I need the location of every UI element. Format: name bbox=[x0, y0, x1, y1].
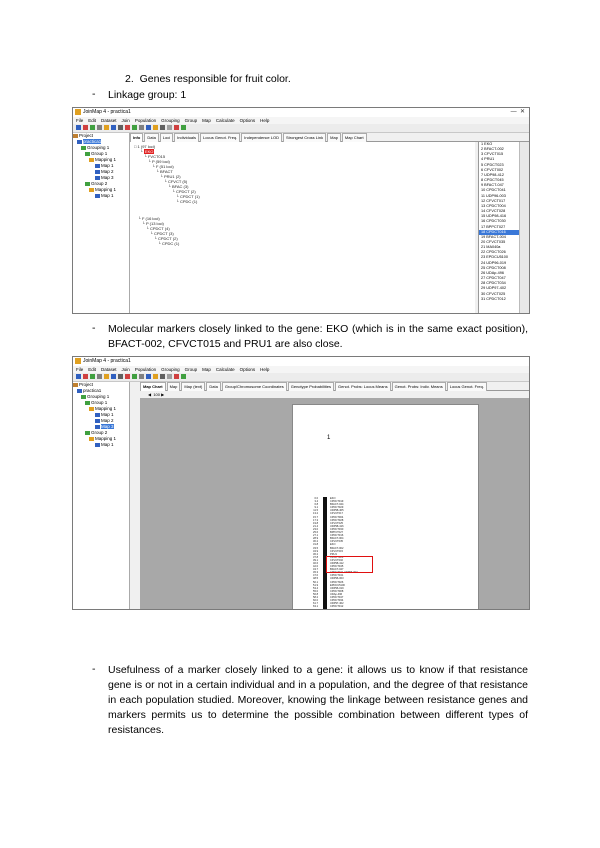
toolbar-icon[interactable] bbox=[167, 374, 172, 379]
map-marker: CFVCT015 bbox=[330, 549, 343, 553]
marker-list-item[interactable]: 15 UDP98-416 bbox=[481, 214, 507, 219]
tree-node-icon bbox=[73, 383, 78, 387]
map-position: 47.0 bbox=[313, 574, 319, 578]
project-tree bbox=[73, 133, 130, 313]
tree-node-label: Map 3 bbox=[101, 424, 114, 429]
map-marker: UDP96-019 bbox=[330, 586, 344, 590]
menu-bar bbox=[73, 117, 529, 124]
toolbar-icon[interactable] bbox=[181, 125, 186, 130]
tab[interactable]: Map bbox=[327, 133, 341, 142]
tree-connector: └ bbox=[146, 226, 150, 231]
tab[interactable]: Individuals bbox=[174, 133, 199, 142]
map-marker: CPDCT016 bbox=[330, 534, 344, 538]
map-position: 43.7 bbox=[313, 568, 319, 572]
map-marker: BFACT-044 bbox=[330, 503, 344, 507]
toolbar-icon[interactable] bbox=[76, 374, 81, 379]
marker-list-item[interactable]: 2 BFACT-002 bbox=[481, 147, 504, 152]
bullet-dash: - bbox=[92, 663, 96, 675]
map-marker: CFVCT017 bbox=[330, 512, 343, 516]
map-marker: CPDCT029 bbox=[330, 506, 344, 510]
toolbar-icon[interactable] bbox=[97, 374, 102, 379]
tab[interactable]: Group/Chromosome Coordinates bbox=[222, 382, 287, 391]
tab[interactable]: Map bbox=[167, 382, 181, 391]
window-titlebar bbox=[73, 108, 529, 117]
map-position: 13.2 bbox=[313, 512, 319, 516]
map-marker: CPDCT041 UDP96-003 bbox=[330, 571, 358, 575]
gene-tree-label: F (16 loci) bbox=[141, 216, 160, 221]
map-position: 17.3 bbox=[313, 518, 319, 522]
tree-node-label: practica1 bbox=[83, 388, 102, 393]
marker-list-item[interactable]: 29 UDP97-402 bbox=[481, 286, 507, 291]
tree-connector: └ bbox=[144, 154, 148, 159]
marker-list-item[interactable]: 20 CFVCT035 bbox=[481, 239, 506, 244]
tree-node-label: Map 3 bbox=[101, 175, 114, 180]
toolbar-icon[interactable] bbox=[160, 125, 165, 130]
tab[interactable]: Genot. Probs: Indiv. Means bbox=[392, 382, 446, 391]
toolbar-icon[interactable] bbox=[104, 125, 109, 130]
map-position: 40.6 bbox=[313, 561, 319, 565]
map-position: 50.1 bbox=[313, 580, 319, 584]
chromosome-bar bbox=[323, 497, 327, 610]
map-marker: CPDCT012 bbox=[330, 605, 344, 609]
gene-tree-label: CPDCT (3) bbox=[153, 231, 174, 236]
map-page bbox=[292, 404, 479, 610]
tree-node[interactable] bbox=[73, 193, 129, 199]
marker-list-item[interactable]: 23 EPDCU5100 bbox=[481, 255, 509, 260]
toolbar bbox=[73, 373, 529, 382]
tree-node-icon bbox=[95, 194, 100, 198]
map-marker: CPDCT008 bbox=[330, 589, 344, 593]
menu-item[interactable]: Grouping bbox=[161, 367, 180, 372]
map-position: 30.2 bbox=[313, 540, 319, 544]
marker-list-item[interactable]: 16 CPDCT030 bbox=[481, 219, 506, 224]
linkage-group-label: 1 bbox=[327, 435, 331, 441]
map-position: 60.0 bbox=[313, 599, 319, 603]
tab[interactable]: Genot. Probs: Locus Means bbox=[335, 382, 391, 391]
marker-list-item[interactable]: 13 CPDCT004 bbox=[481, 203, 506, 208]
toolbar bbox=[73, 124, 529, 133]
marker-list-item[interactable]: 26 UDAp-496 bbox=[481, 270, 505, 275]
toolbar-icon[interactable] bbox=[104, 374, 109, 379]
gene-tree-label: CFVCT (5) bbox=[167, 179, 188, 184]
tab[interactable]: Map Chart bbox=[342, 133, 367, 142]
toolbar-icon[interactable] bbox=[132, 125, 137, 130]
tree-node-icon bbox=[95, 176, 100, 180]
map-position: 0.0 bbox=[314, 497, 319, 500]
window-titlebar bbox=[73, 357, 529, 366]
gene-tree-label: 1 (97 loci) bbox=[137, 144, 156, 149]
gene-tree-label: BFAC (3) bbox=[171, 184, 189, 189]
tab[interactable]: Genotype Probabilities bbox=[288, 382, 334, 391]
window-title: JoinMap 4 - practica1 bbox=[83, 358, 131, 364]
toolbar-icon[interactable] bbox=[125, 374, 130, 379]
map-marker: EKO bbox=[330, 543, 336, 547]
tree-node-label: Grouping 1 bbox=[87, 145, 110, 150]
map-marker: UDP98-412 bbox=[330, 561, 344, 565]
gene-tree-label: CPDCT (1) bbox=[179, 194, 200, 199]
marker-list-item[interactable]: 28 CPDCT034 bbox=[481, 281, 506, 286]
tree-connector: └ bbox=[140, 149, 144, 154]
gene-tree-label: P (59 loci) bbox=[151, 159, 170, 164]
app-icon bbox=[75, 358, 81, 364]
menu-item[interactable]: File bbox=[76, 118, 84, 123]
tree-connector: └ bbox=[158, 241, 162, 246]
tab[interactable]: Map (text) bbox=[181, 382, 205, 391]
tree-node-icon bbox=[95, 443, 100, 447]
toolbar-icon[interactable] bbox=[125, 125, 130, 130]
menu-item[interactable]: Dataset bbox=[101, 118, 117, 123]
menu-item[interactable]: Map bbox=[202, 367, 211, 372]
toolbar-icon[interactable] bbox=[139, 374, 144, 379]
molecular-markers-text: Molecular markers closely linked to the gene: EKO (which is in the same exact position), BFACT-002, CFVCT015 and PRU1 are also close. bbox=[108, 323, 528, 350]
map-position: 51.9 bbox=[313, 583, 319, 587]
toolbar-icon[interactable] bbox=[174, 374, 179, 379]
window-title: JoinMap 4 - practica1 bbox=[83, 109, 131, 115]
toolbar-icon[interactable] bbox=[83, 125, 88, 130]
map-marker: CPDCT023 bbox=[330, 555, 344, 559]
map-position: 23.0 bbox=[313, 527, 319, 531]
tree-connector: └ bbox=[142, 221, 146, 226]
tree-node-icon bbox=[85, 431, 90, 435]
map-marker: CPDCT047 bbox=[330, 596, 344, 599]
map-toolbar: ◀ 100 ▶ bbox=[140, 391, 529, 398]
marker-list-item[interactable]: 14 CFVCT028 bbox=[481, 209, 506, 214]
map-marker: CPDCT004 bbox=[330, 515, 344, 519]
menu-item[interactable]: Help bbox=[260, 367, 270, 372]
menu-item[interactable]: Edit bbox=[88, 367, 97, 372]
marker-list-item[interactable]: 12 CFVCT017 bbox=[481, 198, 506, 203]
map-marker: CPDCT019 bbox=[330, 500, 344, 504]
tree-connector: └ bbox=[168, 184, 172, 189]
tree-node-icon bbox=[85, 182, 90, 186]
tree-connector: └ bbox=[138, 216, 142, 221]
gene-tree-label: CPDCT (2) bbox=[175, 189, 196, 194]
gene-tree-label: FVCT015 bbox=[147, 154, 166, 159]
tree-connector: └ bbox=[160, 174, 164, 179]
tree-node-label: Group 2 bbox=[91, 181, 108, 186]
menu-item[interactable]: Map bbox=[202, 118, 211, 123]
map-position: 53.4 bbox=[313, 586, 319, 590]
toolbar-icon[interactable] bbox=[97, 125, 102, 130]
tree-node-label: Mapping 1 bbox=[95, 436, 117, 441]
tree-node-label: Mapping 1 bbox=[95, 187, 117, 192]
map-position: 61.7 bbox=[313, 602, 319, 606]
map-position: 55.0 bbox=[313, 589, 319, 593]
tree-node-label: Map 1 bbox=[101, 412, 114, 417]
map-position: 36.2 bbox=[313, 552, 319, 556]
marker-list-item[interactable]: 1 EKO bbox=[481, 142, 493, 146]
tree-node-icon bbox=[85, 152, 90, 156]
tree-node-label: Project bbox=[79, 382, 94, 387]
window-controls[interactable]: — ✕ bbox=[510, 109, 525, 115]
marker-list-item[interactable]: 21 MA040a bbox=[481, 245, 501, 250]
marker-list-item[interactable]: 11 UDP96-003 bbox=[481, 193, 506, 198]
map-position: 37.8 bbox=[313, 555, 319, 559]
map-marker-names bbox=[330, 497, 358, 608]
toolbar-icon[interactable] bbox=[167, 125, 172, 130]
toolbar-icon[interactable] bbox=[90, 125, 95, 130]
tab[interactable]: Data bbox=[144, 133, 158, 142]
tree-node-icon bbox=[89, 188, 94, 192]
tree-connector: └ bbox=[176, 194, 180, 199]
tree-node-icon bbox=[89, 158, 94, 162]
map-marker: BPPCT027 bbox=[330, 531, 343, 535]
map-position: 39.1 bbox=[313, 558, 319, 562]
menu-item[interactable]: Grouping bbox=[161, 118, 180, 123]
project-tree bbox=[73, 382, 130, 609]
menu-item[interactable]: Calculate bbox=[215, 118, 235, 123]
linkage-group-text: Linkage group: 1 bbox=[108, 89, 187, 101]
menu-item[interactable]: File bbox=[76, 367, 84, 372]
tree-node-icon bbox=[77, 140, 82, 144]
gene-tree-label: F (51 loci) bbox=[155, 164, 174, 169]
gene-tree-node[interactable] bbox=[134, 241, 200, 246]
gene-tree-label: P (13 loci) bbox=[145, 221, 164, 226]
map-marker: CFVCT035 bbox=[330, 540, 343, 544]
tab[interactable]: Independence LOD bbox=[241, 133, 282, 142]
map-position: 63.1 bbox=[313, 605, 319, 609]
marker-list-item[interactable]: 31 CPDCT012 bbox=[481, 296, 506, 301]
marker-list-item[interactable]: 8 CPDCT045 bbox=[481, 178, 504, 183]
tree-node-label: Group 1 bbox=[91, 400, 108, 405]
toolbar-icon[interactable] bbox=[132, 374, 137, 379]
toolbar-icon[interactable] bbox=[174, 125, 179, 130]
toolbar-icon[interactable] bbox=[90, 374, 95, 379]
tab[interactable]: Map Chart bbox=[140, 382, 166, 391]
map-positions bbox=[313, 497, 318, 608]
toolbar-icon[interactable] bbox=[83, 374, 88, 379]
list-item-fruit-color: 2. Genes responsible for fruit color. bbox=[125, 73, 291, 85]
map-marker: UDP98-416 bbox=[330, 524, 344, 528]
toolbar-icon[interactable] bbox=[111, 125, 116, 130]
map-position: 58.2 bbox=[313, 596, 319, 599]
marker-list-item[interactable]: 6 CFVCT002 bbox=[481, 167, 504, 172]
gene-tree-label: BFACT bbox=[159, 169, 173, 174]
gene-tree-label: CPDC (1) bbox=[179, 199, 198, 204]
map-position: 34.9 bbox=[313, 549, 319, 553]
marker-list-item[interactable]: 17 BPPCT027 bbox=[481, 224, 506, 229]
tree-node-label: Mapping 1 bbox=[95, 157, 117, 162]
gene-tree bbox=[134, 144, 200, 246]
tree-node-icon bbox=[89, 437, 94, 441]
tree-node-label: Group 1 bbox=[91, 151, 108, 156]
map-marker: BFACT-047 bbox=[330, 568, 344, 572]
bullet-dash: - bbox=[92, 88, 96, 100]
tree-node-label: Map 1 bbox=[101, 163, 114, 168]
toolbar-icon[interactable] bbox=[76, 125, 81, 130]
tree-node-label: Project bbox=[79, 133, 94, 138]
map-marker: UDP98-405 bbox=[330, 509, 344, 513]
tree-connector: □ bbox=[134, 144, 138, 149]
tree-node[interactable] bbox=[73, 442, 129, 448]
toolbar-icon[interactable] bbox=[146, 125, 151, 130]
menu-item[interactable]: Calculate bbox=[215, 367, 235, 372]
marker-list-item[interactable]: 4 PRU1 bbox=[481, 157, 495, 162]
menu-item[interactable]: Population bbox=[134, 367, 157, 372]
toolbar-icon[interactable] bbox=[146, 374, 151, 379]
toolbar-icon[interactable] bbox=[153, 374, 158, 379]
tree-node-icon bbox=[95, 413, 100, 417]
map-position: 31.8 bbox=[313, 543, 319, 547]
map-marker: UDP96-003 bbox=[330, 577, 344, 581]
toolbar-icon[interactable] bbox=[118, 374, 123, 379]
map-position: 9.1 bbox=[314, 506, 319, 510]
menu-item[interactable]: Join bbox=[121, 118, 130, 123]
gene-tree-label: CPDCT (4) bbox=[149, 226, 170, 231]
marker-list-item[interactable]: 9 BFACT-047 bbox=[481, 183, 504, 188]
tree-node-label: Map 2 bbox=[101, 169, 114, 174]
tree-node-label: Map 1 bbox=[101, 442, 114, 447]
marker-list-item[interactable]: 24 UDP96-019 bbox=[481, 260, 507, 265]
bullet-dash: - bbox=[92, 322, 96, 334]
tree-node-icon bbox=[95, 425, 100, 429]
tree-node-icon bbox=[95, 170, 100, 174]
map-position: 45.3 bbox=[313, 571, 319, 575]
map-position: 15.7 bbox=[313, 515, 319, 519]
map-marker: CFVCT025 bbox=[330, 521, 343, 525]
tab[interactable]: Locus Genot. Freq. bbox=[447, 382, 487, 391]
menu-bar bbox=[73, 366, 529, 373]
tree-connector: └ bbox=[172, 189, 176, 194]
map-position: 6.8 bbox=[314, 503, 319, 507]
marker-list-item[interactable]: 5 CPDCT023 bbox=[481, 162, 504, 167]
menu-item[interactable]: Group bbox=[184, 118, 198, 123]
tree-node-icon bbox=[89, 407, 94, 411]
menu-item[interactable]: Options bbox=[239, 367, 256, 372]
map-marker: CPDCT028 bbox=[330, 518, 344, 522]
gene-tree-label: PRU1 (2) bbox=[163, 174, 181, 179]
marker-list-item[interactable]: 27 CPDCT047 bbox=[481, 276, 506, 281]
tree-node-label: Mapping 1 bbox=[95, 406, 117, 411]
screenshot-joinmap-mapchart bbox=[72, 356, 530, 610]
menu-item[interactable]: Edit bbox=[88, 118, 97, 123]
toolbar-icon[interactable] bbox=[111, 374, 116, 379]
gene-tree-label: CPDC (1) bbox=[161, 241, 180, 246]
toolbar-icon[interactable] bbox=[118, 125, 123, 130]
tree-node-icon bbox=[77, 389, 82, 393]
tree-connector: └ bbox=[154, 236, 158, 241]
tab[interactable]: Data bbox=[206, 382, 220, 391]
map-marker: CPDCT034 bbox=[330, 599, 344, 603]
map-position: 27.1 bbox=[313, 534, 319, 538]
marker-list-item[interactable]: 3 CFVCT015 bbox=[481, 152, 504, 157]
tree-connector: └ bbox=[156, 169, 160, 174]
map-marker: BFACT-004 bbox=[330, 537, 344, 541]
menu-item[interactable]: Join bbox=[121, 367, 130, 372]
tree-node-label: practica1 bbox=[83, 139, 102, 144]
map-marker: UDAp-496 bbox=[330, 592, 343, 596]
map-canvas bbox=[140, 398, 529, 609]
app-icon bbox=[75, 109, 81, 115]
menu-item[interactable]: Group bbox=[184, 367, 198, 372]
screenshot-joinmap-tree bbox=[72, 107, 530, 314]
gene-tree-label: CPDCT (2) bbox=[157, 236, 178, 241]
map-marker: CPDCT026 bbox=[330, 580, 344, 584]
menu-item[interactable]: Dataset bbox=[101, 367, 117, 372]
scrollbar[interactable] bbox=[519, 142, 529, 313]
tab[interactable]: Info bbox=[130, 133, 143, 142]
marker-list-item[interactable]: 10 CPDCT041 bbox=[481, 188, 506, 193]
tab[interactable]: Loci bbox=[160, 133, 173, 142]
map-position: 33.5 bbox=[313, 546, 319, 550]
marker-list-item[interactable]: 25 CPDCT008 bbox=[481, 265, 506, 270]
content-panel bbox=[130, 142, 475, 313]
marker-list-item[interactable]: 18 CPDCT016 bbox=[479, 230, 519, 235]
map-position: 42.0 bbox=[313, 565, 319, 569]
map-marker: PRU1 bbox=[330, 552, 337, 556]
marker-list-item[interactable]: 30 CFVCT025 bbox=[481, 291, 506, 296]
map-position: 56.8 bbox=[313, 592, 319, 596]
menu-item[interactable]: Population bbox=[134, 118, 157, 123]
menu-item[interactable]: Help bbox=[260, 118, 270, 123]
map-marker: EKO bbox=[330, 497, 336, 500]
tree-node-label: Group 2 bbox=[91, 430, 108, 435]
map-position: 21.4 bbox=[313, 524, 319, 528]
map-position: 28.9 bbox=[313, 537, 319, 541]
toolbar-icon[interactable] bbox=[160, 374, 165, 379]
tab[interactable]: Strongest Cross Link bbox=[283, 133, 326, 142]
map-position: 3.4 bbox=[314, 500, 319, 504]
map-position: 25.6 bbox=[313, 531, 319, 535]
tree-node-icon bbox=[73, 134, 78, 138]
tree-connector: └ bbox=[152, 164, 156, 169]
tree-node-label: Map 1 bbox=[101, 193, 114, 198]
marker-list[interactable] bbox=[478, 142, 519, 313]
menu-item[interactable]: Options bbox=[239, 118, 256, 123]
tree-connector: └ bbox=[176, 199, 180, 204]
gene-tree-label: EKO bbox=[144, 149, 154, 154]
map-position: 19.8 bbox=[313, 521, 319, 525]
tree-node-icon bbox=[95, 164, 100, 168]
toolbar-icon[interactable] bbox=[139, 125, 144, 130]
marker-list-item[interactable]: 7 UDP98-412 bbox=[481, 172, 505, 177]
tree-node-label: Grouping 1 bbox=[87, 394, 110, 399]
map-marker: BFACT-002 bbox=[330, 546, 344, 550]
map-marker: UDP97-402 bbox=[330, 602, 344, 606]
tree-node-icon bbox=[85, 401, 90, 405]
map-marker: CPDCT030 bbox=[330, 527, 344, 531]
zoom-level[interactable]: 100 bbox=[153, 392, 160, 397]
tree-node-icon bbox=[81, 395, 86, 399]
tree-node-icon bbox=[81, 146, 86, 150]
toolbar-icon[interactable] bbox=[153, 125, 158, 130]
tree-connector: └ bbox=[148, 159, 152, 164]
tab-bar bbox=[140, 382, 529, 391]
tree-node-label: Map 2 bbox=[101, 418, 114, 423]
usefulness-text: Usefulness of a marker closely linked to a gene: it allows us to know if that resistance gene is or not in a certain individual and in a population, and the degree of that resistance in each population studied. Moreover, knowing the linkage between resistance genes and markers permits us to determine the possible combination between different types of resistances. bbox=[108, 664, 528, 736]
gene-tree-node[interactable] bbox=[134, 199, 200, 204]
map-position: 11.5 bbox=[313, 509, 319, 513]
map-marker: CPDCT045 bbox=[330, 565, 344, 569]
marker-list-item[interactable]: 22 CPDCT026 bbox=[481, 250, 506, 255]
map-position: 48.5 bbox=[313, 577, 319, 581]
tree-node-icon bbox=[95, 419, 100, 423]
tab-bar bbox=[130, 133, 529, 142]
highlight-box bbox=[326, 556, 373, 573]
map-marker: EPDCU5100 bbox=[330, 583, 345, 587]
marker-list-item[interactable]: 19 BFACT-004 bbox=[481, 234, 506, 239]
tree-connector: └ bbox=[164, 179, 168, 184]
toolbar-icon[interactable] bbox=[181, 374, 186, 379]
map-marker: CPDCT041 bbox=[330, 574, 344, 578]
tab[interactable]: Locus Genot. Freq. bbox=[200, 133, 240, 142]
tree-connector: └ bbox=[150, 231, 154, 236]
map-marker: CFVCT002 bbox=[330, 558, 343, 562]
